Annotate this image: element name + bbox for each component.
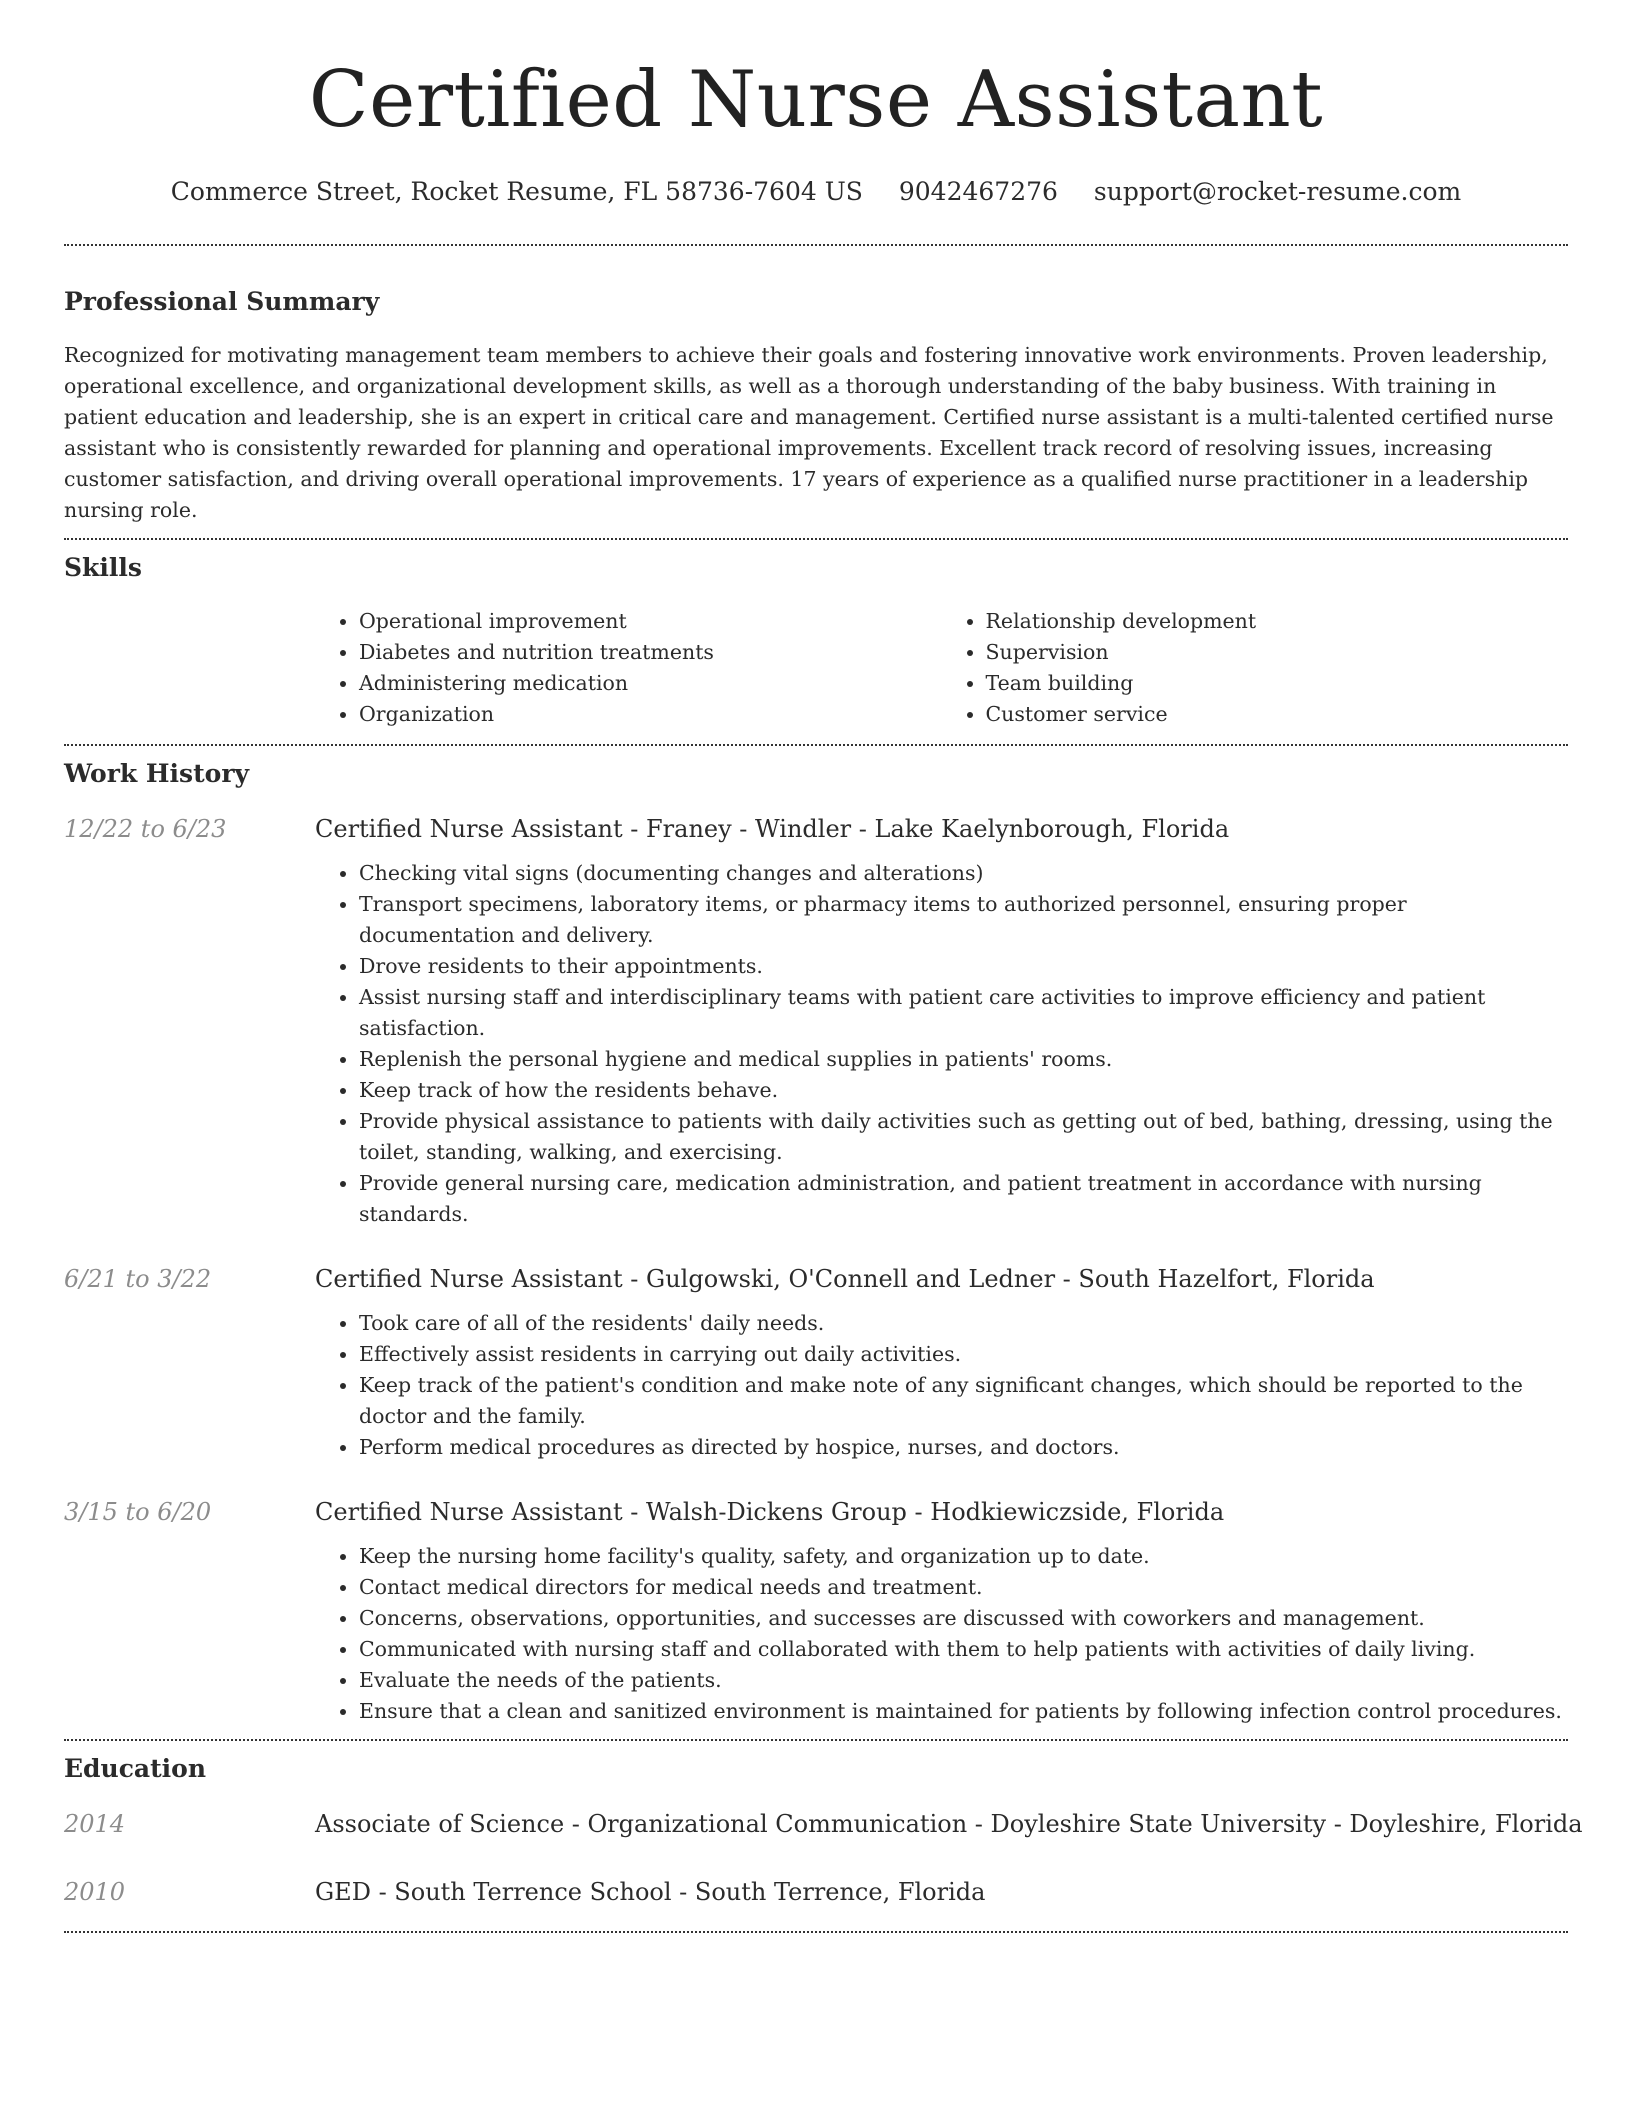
contact-address: Commerce Street, Rocket Resume, FL 58736-7604 US	[170, 177, 863, 206]
education-text: Associate of Science - Organizational Communication - Doyleshire State University - Doyleshire, Florida	[315, 1810, 1583, 1838]
skills-section	[64, 552, 1568, 730]
job-bullets	[315, 1541, 1568, 1727]
divider	[64, 1739, 1568, 1741]
work-section	[64, 758, 1568, 1727]
job-bullet: • Evaluate the needs of the patients.	[359, 1665, 1568, 1696]
skill-item: • Organization	[359, 699, 942, 730]
education-entry	[64, 1807, 1583, 1841]
job-bullet: • Replenish the personal hygiene and medical supplies in patients' rooms.	[359, 1044, 1568, 1075]
job-bullet: • Keep track of the patient's condition and make note of any significant changes, which should be reported to the doctor and the family.	[359, 1370, 1568, 1432]
job-role: Certified Nurse Assistant	[315, 1265, 623, 1293]
skill-item: • Administering medication	[359, 668, 942, 699]
education-year: 2014	[64, 1810, 126, 1838]
contact-line	[64, 174, 1568, 210]
summary-text: Recognized for motivating management team members to achieve their goals and fostering innovative work environments. Proven leadership, operational excellence, and organizational development skills, as well as a thorough understanding of the baby business. With training in patient education and leadership, she is an expert in critical care and management. Certified nurse assistant is a multi-talented certified nurse assistant who is consistently rewarded for planning and operational improvements. Excellent track record of resolving issues, increasing customer satisfaction, and driving overall operational improvements. 17 years of experience as a qualified nurse practitioner in a leadership nursing role.	[64, 343, 1554, 522]
job-details: - Franey - Windler - Lake Kaelynborough, Florida	[622, 815, 1230, 843]
contact-phone: 9042467276	[898, 177, 1058, 206]
section-title-summary: Professional Summary	[64, 287, 380, 316]
skills-column-left	[315, 606, 942, 730]
education-text: GED - South Terrence School - South Terrence, Florida	[315, 1878, 986, 1906]
divider	[64, 744, 1568, 746]
education-entry	[64, 1875, 1568, 1909]
job-details: - Gulgowski, O'Connell and Ledner - South Hazelfort, Florida	[622, 1265, 1375, 1293]
divider	[64, 1931, 1568, 1933]
job-entry	[64, 1262, 1568, 1463]
job-bullet: • Effectively assist residents in carrying out daily activities.	[359, 1339, 1568, 1370]
job-bullet: • Perform medical procedures as directed by hospice, nurses, and doctors.	[359, 1432, 1568, 1463]
job-dates: 6/21 to 3/22	[64, 1265, 212, 1293]
job-dates: 12/22 to 6/23	[64, 815, 227, 843]
job-bullet: • Checking vital signs (documenting changes and alterations)	[359, 858, 1568, 889]
skill-item: • Diabetes and nutrition treatments	[359, 637, 942, 668]
job-bullets	[315, 1308, 1568, 1463]
resume-name: Certified Nurse Assistant	[308, 55, 1324, 145]
job-bullet: • Contact medical directors for medical needs and treatment.	[359, 1572, 1568, 1603]
divider	[64, 244, 1568, 246]
education-year: 2010	[64, 1878, 126, 1906]
contact-email: support@rocket-resume.com	[1093, 177, 1462, 206]
job-role: Certified Nurse Assistant	[315, 1498, 623, 1526]
job-bullet: • Ensure that a clean and sanitized environment is maintained for patients by following infection control procedures.	[359, 1696, 1568, 1727]
job-dates: 3/15 to 6/20	[64, 1498, 212, 1526]
job-details: - Walsh-Dickens Group - Hodkiewiczside, Florida	[622, 1498, 1225, 1526]
job-bullet: • Concerns, observations, opportunities, and successes are discussed with coworkers and management.	[359, 1603, 1568, 1634]
job-bullet: • Drove residents to their appointments.	[359, 951, 1568, 982]
skills-column-right	[942, 606, 1569, 730]
job-heading	[315, 812, 1568, 846]
skill-item: • Supervision	[986, 637, 1569, 668]
section-title-skills: Skills	[64, 553, 142, 582]
job-heading	[315, 1495, 1568, 1529]
skills-list	[315, 606, 1568, 730]
divider	[64, 538, 1568, 540]
job-bullet: • Transport specimens, laboratory items, or pharmacy items to authorized personnel, ensuring proper documentation and delivery.	[359, 889, 1568, 951]
job-bullet: • Communicated with nursing staff and collaborated with them to help patients with activities of daily living.	[359, 1634, 1568, 1665]
job-bullet: • Assist nursing staff and interdisciplinary teams with patient care activities to improve efficiency and patient satisfaction.	[359, 982, 1568, 1044]
skill-item: • Customer service	[986, 699, 1569, 730]
job-bullets	[315, 858, 1568, 1230]
job-bullet: • Provide physical assistance to patients with daily activities such as getting out of bed, bathing, dressing, using the toilet, standing, walking, and exercising.	[359, 1106, 1568, 1168]
job-bullet: • Keep track of how the residents behave.	[359, 1075, 1568, 1106]
job-bullet: • Keep the nursing home facility's quality, safety, and organization up to date.	[359, 1541, 1568, 1572]
job-heading	[315, 1262, 1568, 1296]
skill-item: • Operational improvement	[359, 606, 942, 637]
education-section	[64, 1753, 1583, 1909]
summary-section	[64, 286, 1568, 526]
section-title-education: Education	[64, 1754, 207, 1783]
job-entry	[64, 812, 1568, 1230]
job-entry	[64, 1495, 1568, 1727]
job-bullet: • Provide general nursing care, medication administration, and patient treatment in accordance with nursing standards.	[359, 1168, 1568, 1230]
job-role: Certified Nurse Assistant	[315, 815, 623, 843]
section-title-work: Work History	[64, 759, 250, 788]
job-bullet: • Took care of all of the residents' daily needs.	[359, 1308, 1568, 1339]
skill-item: • Relationship development	[986, 606, 1569, 637]
skill-item: • Team building	[986, 668, 1569, 699]
